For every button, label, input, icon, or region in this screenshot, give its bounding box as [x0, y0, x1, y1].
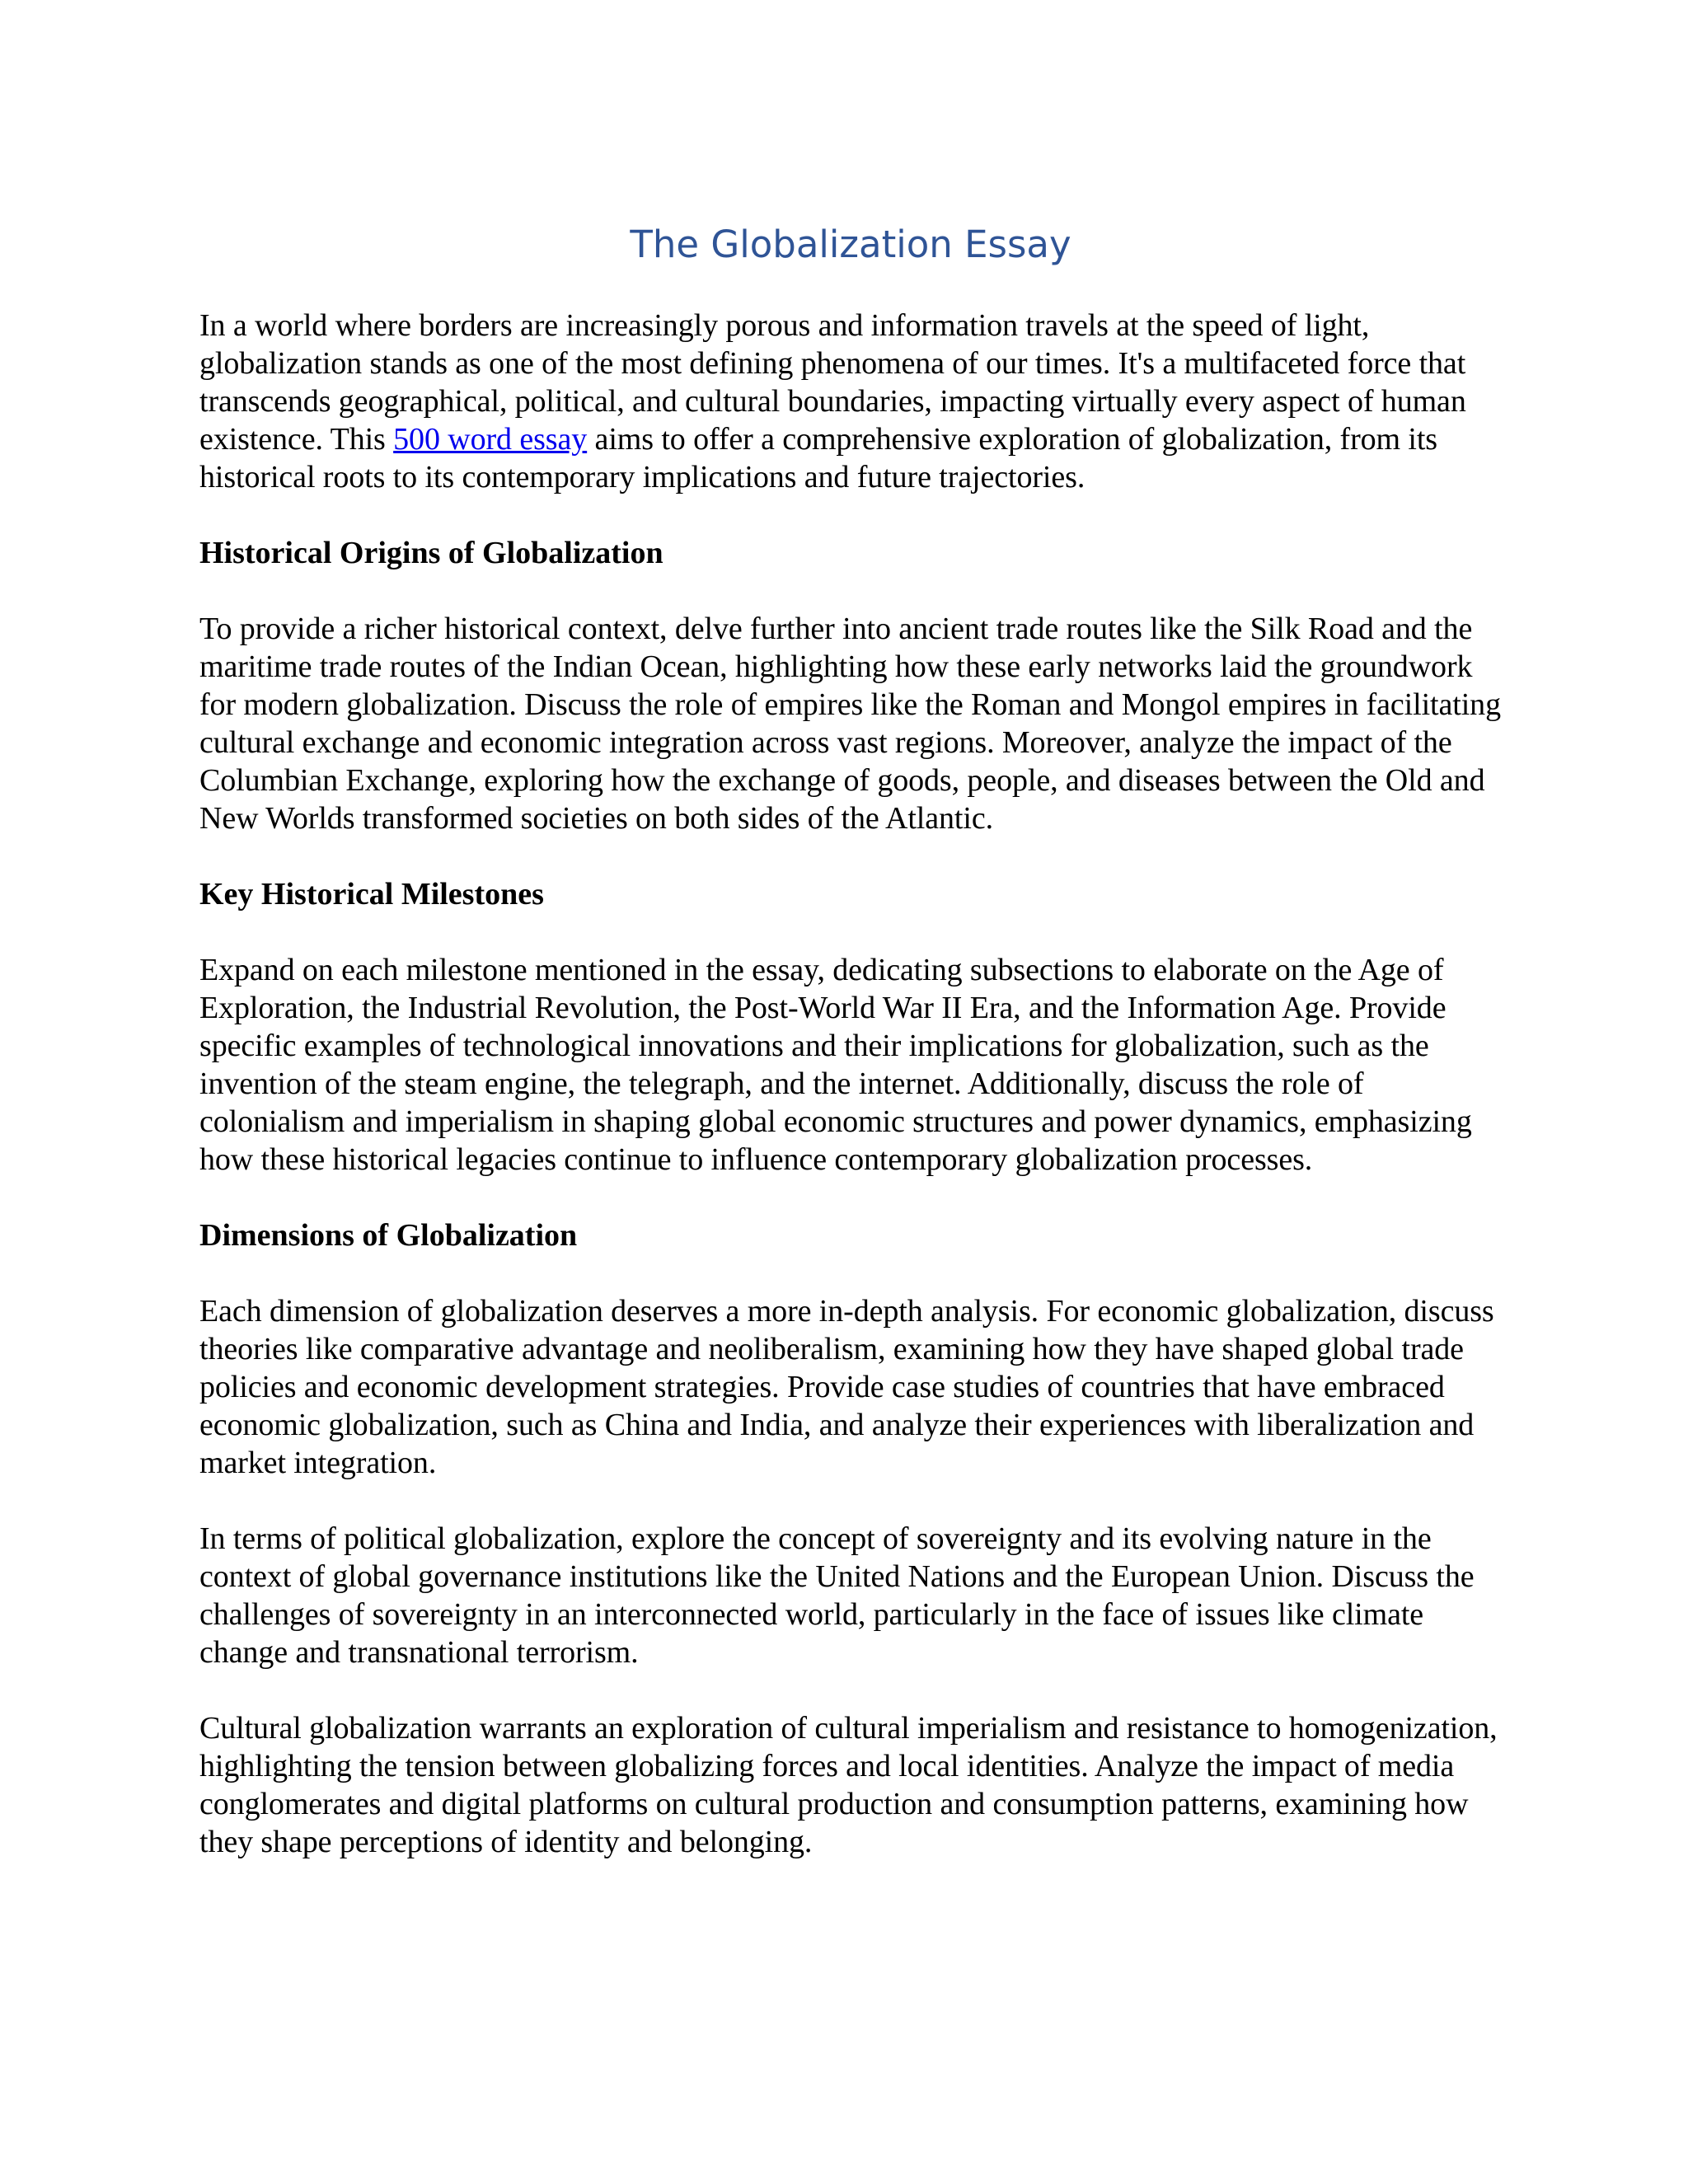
key-milestones-paragraph: Expand on each milestone mentioned in the essay, dedicating subsections to elaborate on the Age of Exploration, the Industrial Revolution, the Post-World War II Era, and the Information Age. Provide specific examples of technological innovations and their implications for globalization, such as the invention of the steam engine, the telegraph, and the internet. Additionally, discuss the role of colonialism and imperialism in shaping global economic structures and power dynamics, emphasizing how these historical legacies continue to influence contemporary globalization processes.: [199, 953, 1472, 1177]
intro-text-before-link: In a world where borders are increasingly porous and information travels at the speed of light, globalization stands as one of the most defining phenomena of our times. It's a multifaceted force that transcends geographical, political, and cultural boundaries, impacting virtually every aspect of human existence. This: [199, 308, 1466, 457]
page-title: The Globalization Essay: [630, 223, 1071, 266]
section-heading-key-milestones: Key Historical Milestones: [199, 877, 544, 912]
intro-paragraph: [199, 307, 1502, 496]
cultural-globalization-paragraph: Cultural globalization warrants an exploration of cultural imperialism and resistance to homogenization, highlighting the tension between globalizing forces and local identities. Analyze the impact of media conglomerates and digital platforms on cultural production and consumption patterns, examining how they shape perceptions of identity and belonging.: [199, 1711, 1498, 1859]
political-globalization-paragraph: In terms of political globalization, explore the concept of sovereignty and its evolving nature in the context of global governance institutions like the United Nations and the European Union. Discuss the challenges of sovereignty in an interconnected world, particularly in the face of issues like climate change and transnational terrorism.: [199, 1521, 1475, 1670]
economic-globalization-paragraph: Each dimension of globalization deserves a more in-depth analysis. For economic globalization, discuss theories like comparative advantage and neoliberalism, examining how they have shaped global trade policies and economic development strategies. Provide case studies of countries that have embraced economic globalization, such as China and India, and analyze their experiences with liberalization and market integration.: [199, 1294, 1494, 1480]
historical-origins-paragraph: To provide a richer historical context, delve further into ancient trade routes like the Silk Road and the maritime trade routes of the Indian Ocean, highlighting how these early networks laid the groundwork for modern globalization. Discuss the role of empires like the Roman and Mongol empires in facilitating cultural exchange and economic integration across vast regions. Moreover, analyze the impact of the Columbian Exchange, exploring how the exchange of goods, people, and diseases between the Old and New Worlds transformed societies on both sides of the Atlantic.: [199, 612, 1501, 836]
document-body: [199, 223, 1502, 1861]
500-word-essay-link[interactable]: 500 word essay: [393, 422, 588, 457]
section-heading-historical-origins: Historical Origins of Globalization: [199, 536, 663, 570]
intro-text-after-link: aims to offer a comprehensive exploration of globalization, from its historical roots to its contemporary implications and future trajectories.: [199, 422, 1437, 494]
section-heading-dimensions: Dimensions of Globalization: [199, 1218, 578, 1253]
